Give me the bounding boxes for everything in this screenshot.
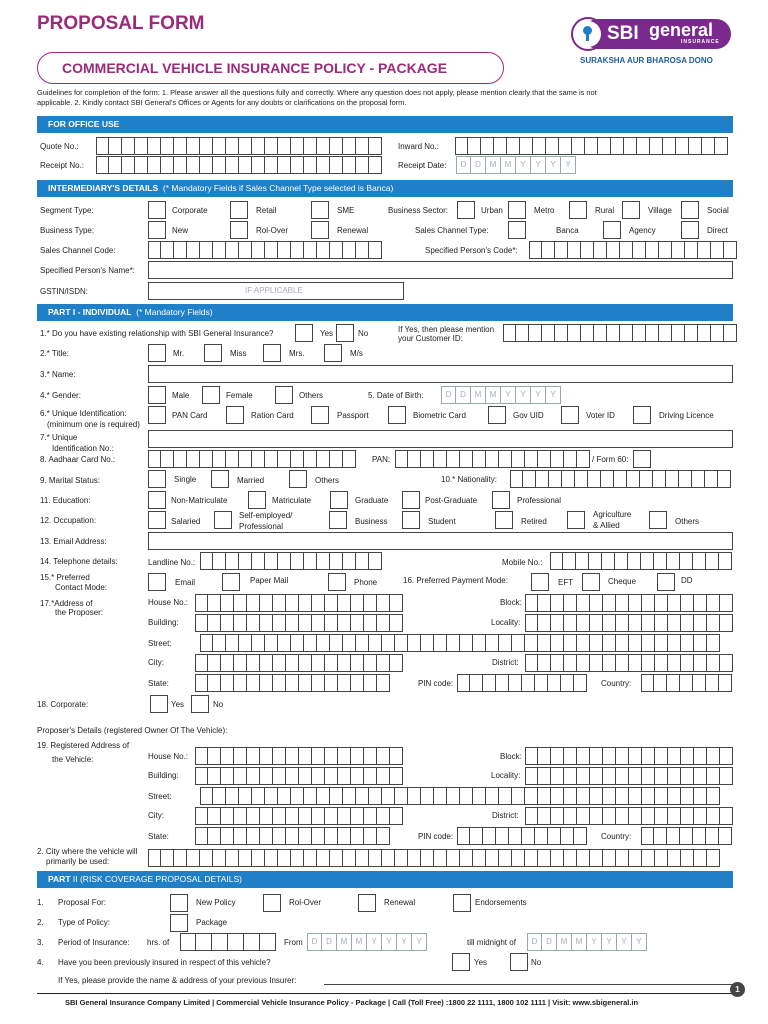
gstin-field[interactable] [148,282,404,300]
logo-general: general [649,20,714,40]
rollover-label: Rol-Over [256,226,289,235]
proposal-for-label: Proposal For: [58,898,107,907]
state-field[interactable] [195,674,390,692]
inward-no-field[interactable] [455,137,728,155]
agriculture-label: Agriculture [593,510,632,519]
p2-rollover-checkbox[interactable] [263,894,281,912]
graduate-label: Graduate [355,496,389,505]
part2-bar: PART II (RISK COVERAGE PROPOSAL DETAILS) [37,871,733,888]
q15-label-2: Contact Mode: [55,583,108,592]
veh-state-label: State: [148,832,169,841]
sales-channel-type-label: Sales Channel Type: [415,226,489,235]
logo-insurance: INSURANCE [681,39,720,45]
new-policy-label: New Policy [196,898,236,907]
segment-type-label: Segment Type: [40,206,94,215]
q12-label: 12. Occupation: [40,516,97,525]
prev-insured-label: Have you been previously insured in respect of this vehicle? [58,958,271,967]
voter-id-label: Voter ID [586,411,615,420]
locality-label: Locality: [491,618,521,627]
agriculture-label-2: & Allied [593,521,620,530]
q7-label: 7.* Unique [40,433,78,442]
quote-no-label: Quote No.: [40,142,79,151]
q1-no-label: No [358,329,369,338]
veh-country-field[interactable] [641,827,732,845]
post-graduate-checkbox[interactable] [402,491,420,509]
pan-card-checkbox[interactable] [148,406,166,424]
professional-checkbox[interactable] [492,491,510,509]
gstin-label: GSTIN/ISDN: [40,287,89,296]
marital-others-label: Others [315,476,340,485]
village-label: Village [648,206,672,215]
non-matric-checkbox[interactable] [148,491,166,509]
q2-label: 2.* Title: [40,349,69,358]
mobile-label: Mobile No.: [502,558,543,567]
rural-label: Rural [595,206,615,215]
q1-yes-label: Yes [320,329,334,338]
p2-q3-number: 3. [37,938,44,947]
veh-district-label: District: [492,811,519,820]
hours-field[interactable] [180,933,276,951]
retail-label: Retail [256,206,277,215]
q14-label: 14. Telephone details: [40,557,118,566]
renewal-label: Renewal [337,226,369,235]
veh-state-field[interactable] [195,827,390,845]
house-no-field[interactable] [195,594,403,612]
veh-house-no-field[interactable] [195,747,403,765]
business-checkbox[interactable] [329,511,347,529]
logo-sbi: SBI [607,23,639,44]
mobile-field[interactable] [550,552,732,570]
self-employed-checkbox[interactable] [214,511,232,529]
rural-checkbox[interactable] [569,201,587,219]
cheque-label: Cheque [608,577,637,586]
veh-locality-field[interactable] [525,767,733,785]
agency-label: Agency [629,226,656,235]
intermediary-bar: INTERMEDIARY'S DETAILS (* Mandatory Fields if Sales Channel Type selected is Banca) [37,180,733,197]
pan-label: PAN: [372,455,391,464]
block-field[interactable] [525,594,733,612]
ration-card-label: Ration Card [251,411,294,420]
receipt-date-label: Receipt Date: [398,161,447,170]
q6-label: 6.* Unique Identification: [40,409,127,418]
city-field[interactable] [195,654,403,672]
district-field[interactable] [525,654,733,672]
page-number: 1 [735,985,740,994]
salaried-label: Salaried [171,517,201,526]
pin-code-field[interactable] [457,674,587,692]
p2-q1-number: 1. [37,898,44,907]
email-mode-checkbox[interactable] [148,573,166,591]
metro-label: Metro [534,206,555,215]
pan-field[interactable] [395,450,590,468]
form-title: PROPOSAL FORM [37,13,205,34]
q6-note: (minimum one is required) [47,420,140,429]
tagline: SURAKSHA AUR BHAROSA DONO [580,56,713,65]
email-field[interactable] [148,532,733,550]
block-label: Block: [500,598,522,607]
proposers-details-heading: Proposer's Details (registered Owner Of The Vehicle): [37,726,228,735]
veh-city-label: City: [148,811,164,820]
customer-id-field[interactable] [503,324,737,342]
sbi-general-logo [571,17,732,51]
business-label: Business [355,517,388,526]
p2-renewal-label: Renewal [384,898,416,907]
mrs-checkbox[interactable] [263,344,281,362]
gender-others-checkbox[interactable] [275,386,293,404]
eft-label: EFT [558,578,574,587]
veh-block-label: Block: [500,752,522,761]
veh-country-label: Country: [601,832,632,841]
driving-licence-checkbox[interactable] [633,406,651,424]
gov-uid-checkbox[interactable] [488,406,506,424]
q20-label: 2. City where the vehicle will [37,847,138,856]
corporate-yes-label: Yes [171,700,185,709]
city-used-field[interactable] [148,849,720,867]
phone-mode-checkbox[interactable] [328,573,346,591]
specified-person-code-label: Specified Person's Code*: [425,246,518,255]
veh-block-field[interactable] [525,747,733,765]
q7-label-2: Identification No.: [52,444,114,453]
locality-field[interactable] [525,614,733,632]
prev-insurer-label: If Yes, please provide the name & address of your previous Insurer: [58,976,297,985]
female-label: Female [226,391,253,400]
pan-card-label: PAN Card [172,411,208,420]
email-mode-label: Email [175,578,196,587]
retired-label: Retired [521,517,547,526]
street-label: Street: [148,639,172,648]
city-label: City: [148,658,164,667]
p2-rollover-label: Rol-Over [289,898,322,907]
salaried-checkbox[interactable] [148,511,166,529]
part1-bar: PART I - INDIVIDUAL (* Mandatory Fields) [37,304,733,321]
q3-label: 3.* Name: [40,370,76,379]
miss-checkbox[interactable] [204,344,222,362]
q1-no-checkbox[interactable] [336,324,354,342]
self-employed-label: Self-employed/ [239,511,293,520]
from-date-field[interactable]: D D M M Y Y Y Y [307,933,427,951]
paper-mail-checkbox[interactable] [222,573,240,591]
married-label: Married [237,476,265,485]
prev-no-checkbox[interactable] [510,953,528,971]
pin-code-label: PIN code: [418,679,454,688]
footer-text: SBI General Insurance Company Limited | Commercial Vehicle Insurance Policy - Package | Call (Toll Free) :1800 22 1111, 1800 102 1111 | Visit: www.sbigeneral.in [65,998,639,1007]
corporate-label: Corporate [172,206,208,215]
prev-yes-checkbox[interactable] [452,953,470,971]
type-of-policy-label: Type of Policy: [58,918,111,927]
dob-field[interactable]: D D M M Y Y Y Y [441,386,561,404]
sales-channel-code-field[interactable] [148,241,382,259]
package-label: Package [196,918,228,927]
veh-building-label: Building: [148,771,179,780]
sales-channel-blank-checkbox[interactable] [508,221,526,239]
retired-checkbox[interactable] [495,511,513,529]
voter-id-checkbox[interactable] [561,406,579,424]
social-checkbox[interactable] [681,201,699,219]
agriculture-checkbox[interactable] [567,511,585,529]
single-label: Single [174,475,197,484]
landline-label: Landline No.: [148,558,196,567]
business-sector-label: Business Sector: [388,206,449,215]
married-checkbox[interactable] [211,470,229,488]
sme-checkbox[interactable] [311,201,329,219]
sales-channel-code-label: Sales Channel Code: [40,246,116,255]
q16-label: 16. Preferred Payment Mode: [403,576,508,585]
veh-street-label: Street: [148,792,172,801]
veh-street-field[interactable] [200,787,720,805]
q1-if-yes-line2: your Customer ID: [398,334,463,343]
specified-person-name-label: Specified Person's Name*: [40,266,135,275]
q13-label: 13. Email Address: [40,537,107,546]
renewal-checkbox[interactable] [311,221,329,239]
post-graduate-label: Post-Graduate [425,496,478,505]
q8-label: 8. Aadhaar Card No.: [40,455,116,464]
veh-house-no-label: House No.: [148,752,189,761]
form-subtitle: COMMERCIAL VEHICLE INSURANCE POLICY - PACKAGE [62,60,448,76]
occupation-others-label: Others [675,517,700,526]
q1-label: 1.* Do you have existing relationship with SBI General Insurance? [40,329,274,338]
passport-checkbox[interactable] [311,406,329,424]
self-employed-label-2: Professional [239,522,284,531]
q18-label: 18. Corporate: [37,700,89,709]
business-type-label: Business Type: [40,226,95,235]
matric-checkbox[interactable] [248,491,266,509]
endorsements-label: Endorsements [475,898,527,907]
mr-label: Mr. [173,349,185,358]
hrs-of-label: hrs. of [147,938,170,947]
q20-label-2: primarily be used: [46,857,110,866]
male-checkbox[interactable] [148,386,166,404]
veh-pin-code-label: PIN code: [418,832,454,841]
graduate-checkbox[interactable] [330,491,348,509]
banca-label: Banca [556,226,579,235]
building-label: Building: [148,618,179,627]
veh-city-field[interactable] [195,807,403,825]
q17-label-2: the Proposer: [55,608,104,617]
biometric-card-checkbox[interactable] [388,406,406,424]
q11-label: 11. Education: [40,496,91,505]
specified-person-code-field[interactable] [529,241,737,259]
paper-mail-label: Paper Mail [250,576,289,585]
occupation-others-checkbox[interactable] [649,511,667,529]
urban-checkbox[interactable] [457,201,475,219]
q9-label: 9. Marital Status: [40,476,101,485]
name-field[interactable] [148,365,733,383]
veh-district-field[interactable] [525,807,733,825]
veh-locality-label: Locality: [491,771,521,780]
veh-building-field[interactable] [195,767,403,785]
package-checkbox[interactable] [170,914,188,932]
veh-pin-code-field[interactable] [457,827,587,845]
house-no-label: House No.: [148,598,189,607]
male-label: Male [172,391,190,400]
urban-label: Urban [481,206,503,215]
prev-yes-label: Yes [474,958,488,967]
endorsements-checkbox[interactable] [453,894,471,912]
country-label: Country: [601,679,632,688]
till-date-field[interactable]: D D M M Y Y Y Y [527,933,647,951]
biometric-card-label: Biometric Card [413,411,466,420]
guidelines-line1: Guidelines for completion of the form: 1. Please answer all the questions fully and correctly. Where any question does not apply, please mention clearly that the same is not [37,88,597,97]
q1-yes-checkbox[interactable] [295,324,313,342]
new-checkbox[interactable] [148,221,166,239]
eft-checkbox[interactable] [531,573,549,591]
mr-checkbox[interactable] [148,344,166,362]
prev-insurer-line[interactable] [324,984,733,985]
corporate-no-checkbox[interactable] [191,695,209,713]
phone-mode-label: Phone [354,578,378,587]
p2-q2-number: 2. [37,918,44,927]
professional-label: Professional [517,496,562,505]
q17-label: 17.*Address of [40,599,93,608]
receipt-no-label: Receipt No.: [40,161,85,170]
form60-label: / Form 60: [592,455,629,464]
q5-label: 5. Date of Birth: [368,391,424,400]
corporate-yes-checkbox[interactable] [150,695,168,713]
banca-checkbox[interactable] [603,221,621,239]
female-checkbox[interactable] [202,386,220,404]
nationality-field[interactable] [510,470,731,488]
aadhaar-field[interactable] [148,450,356,468]
district-label: District: [492,658,519,667]
new-policy-checkbox[interactable] [170,894,188,912]
q1-if-yes-line1: If Yes, then please mention [398,325,495,334]
marital-others-checkbox[interactable] [289,470,307,488]
q15-label: 15.* Preferred [40,573,90,582]
quote-no-field[interactable] [96,137,382,155]
miss-label: Miss [230,349,247,358]
mrs-label: Mrs. [289,349,305,358]
new-label: New [172,226,189,235]
corporate-checkbox[interactable] [148,201,166,219]
receipt-date-field[interactable]: D D M M Y Y Y Y [456,156,576,174]
matric-label: Matriculate [272,496,312,505]
student-checkbox[interactable] [402,511,420,529]
q10-label: 10.* Nationality: [441,475,498,484]
student-label: Student [428,517,456,526]
sme-label: SME [337,206,355,215]
gstin-placeholder: IF APPLICABLE [245,286,303,295]
retail-checkbox[interactable] [230,201,248,219]
building-field[interactable] [195,614,403,632]
unique-id-no-field[interactable] [148,430,733,448]
landline-field[interactable] [200,552,382,570]
footer-divider [37,993,733,994]
ration-card-checkbox[interactable] [226,406,244,424]
period-label: Period of Insurance: [58,938,130,947]
specified-person-name-field[interactable] [148,261,733,279]
non-matric-label: Non-Matriculate [171,496,228,505]
p2-renewal-checkbox[interactable] [358,894,376,912]
q4-label: 4.* Gender: [40,391,81,400]
village-checkbox[interactable] [622,201,640,219]
from-label: From [284,938,303,947]
gender-others-label: Others [299,391,324,400]
form60-checkbox[interactable] [633,450,651,468]
metro-checkbox[interactable] [508,201,526,219]
page-number-badge [730,982,745,997]
gov-uid-label: Gov UID [513,411,544,420]
country-field[interactable] [641,674,732,692]
cheque-checkbox[interactable] [582,573,600,591]
ms-label: M/s [350,349,363,358]
dd-checkbox[interactable] [657,573,675,591]
driving-licence-label: Driving Licence [659,411,714,420]
receipt-no-field[interactable] [96,156,382,174]
corporate-no-label: No [213,700,224,709]
q19-label: 19. Registered Address of [37,741,130,750]
direct-label: Direct [707,226,728,235]
street-field[interactable] [200,634,720,652]
rollover-checkbox[interactable] [230,221,248,239]
dd-label: DD [681,576,693,585]
agency-checkbox[interactable] [681,221,699,239]
prev-no-label: No [531,958,542,967]
inward-no-label: Inward No.: [398,142,439,151]
single-checkbox[interactable] [148,470,166,488]
guidelines-line2: applicable. 2. Kindly contact SBI General's Offices or Agents for any doubts or clarifications on the proposal form. [37,98,407,107]
social-label: Social [707,206,729,215]
office-use-bar: FOR OFFICE USE [37,116,733,133]
passport-label: Passport [337,411,369,420]
p2-q4-number: 4. [37,958,44,967]
state-label: State: [148,679,169,688]
ms-checkbox[interactable] [324,344,342,362]
q19-label-2: the Vehicle: [52,755,94,764]
till-label: till midnight of [467,938,516,947]
